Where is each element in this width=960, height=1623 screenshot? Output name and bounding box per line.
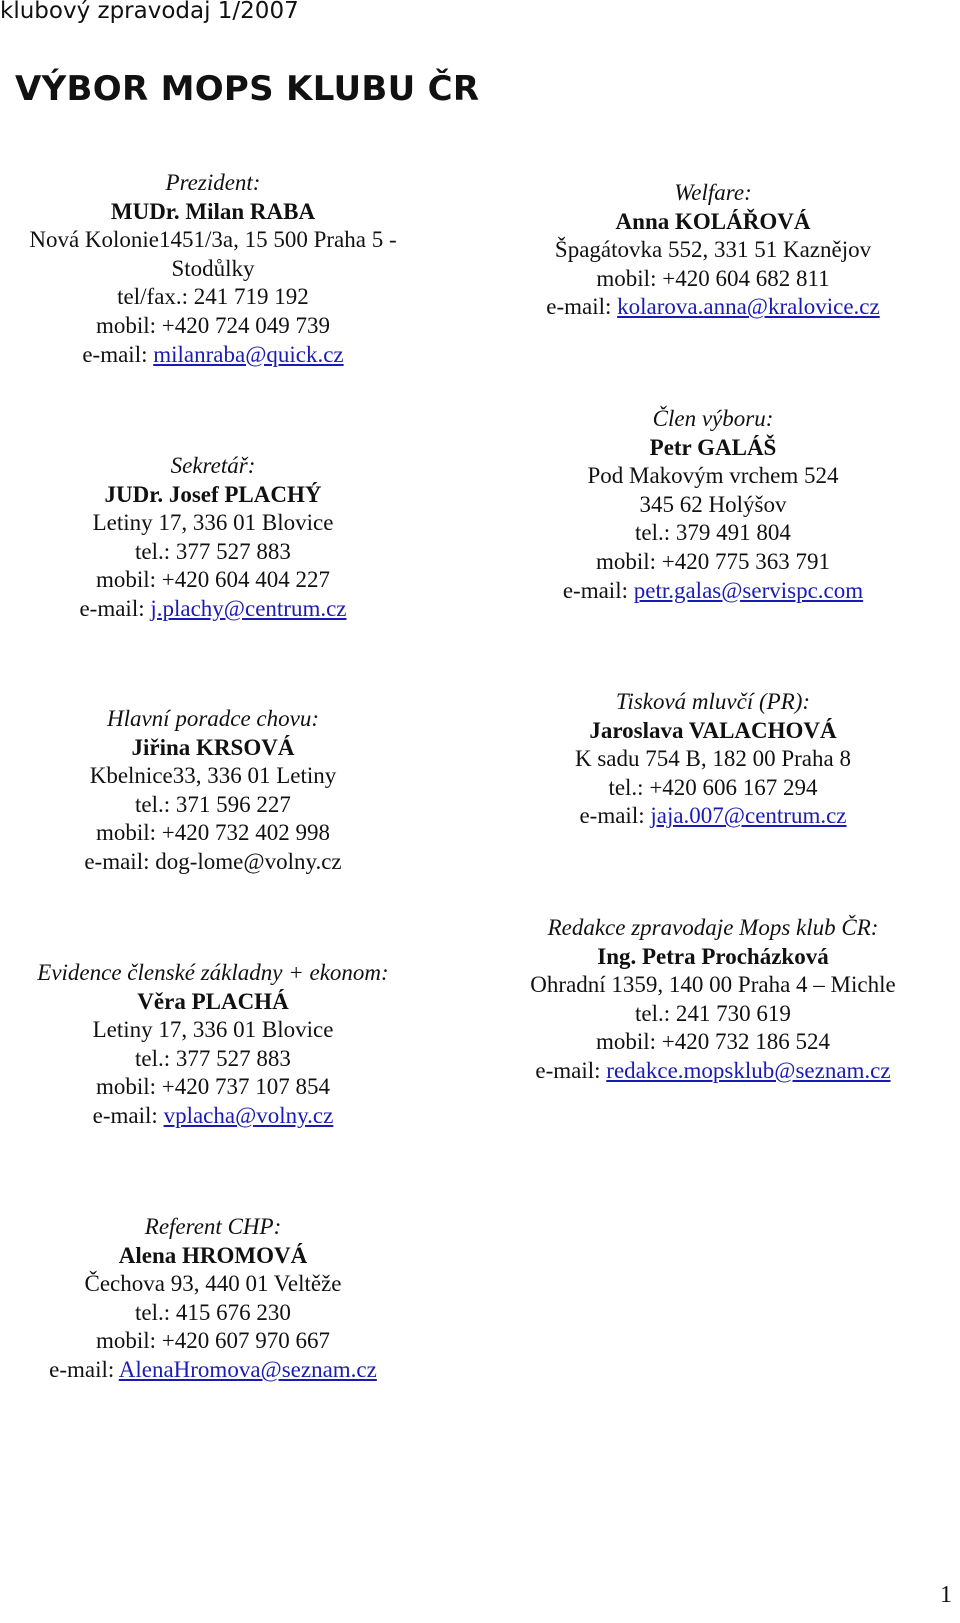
phone-line: tel.: 371 596 227 (135, 791, 291, 817)
email-line (483, 802, 943, 831)
phone-line: tel/fax.: 241 719 192 (117, 284, 309, 310)
address-line: Ohradní 1359, 140 00 Praha 4 – Michle (530, 972, 896, 998)
contact-breeding-advisor (0, 705, 443, 877)
mobile-line: mobil: +420 732 186 524 (595, 1029, 831, 1055)
phone-line: tel.: 377 527 883 (135, 1045, 291, 1071)
phone-line: tel.: 241 730 619 (635, 1000, 791, 1026)
address-line: Čechova 93, 440 01 Veltěže (84, 1271, 342, 1297)
email-link[interactable]: vplacha@volny.cz (163, 1102, 334, 1128)
phone-line: tel.: 377 527 883 (135, 538, 291, 564)
email-prefix: e-mail: (546, 294, 618, 320)
email-line (483, 577, 943, 606)
contact-committee-member (483, 405, 943, 605)
page-number: 1 (940, 1582, 952, 1608)
email-link[interactable]: AlenaHromova@seznam.cz (118, 1356, 377, 1382)
email-prefix: e-mail: (579, 803, 651, 829)
email-link[interactable]: redakce.mopsklub@seznam.cz (606, 1057, 891, 1083)
address-line: Stodůlky (171, 255, 255, 281)
role-label: Welfare: (674, 180, 752, 205)
contact-name: Jiřina KRSOVÁ (131, 734, 295, 760)
phone-line: tel.: 379 491 804 (635, 520, 791, 546)
mobile-line: mobil: +420 607 970 667 (95, 1328, 331, 1354)
contact-name: Ing. Petra Procházková (597, 943, 829, 969)
email-line (0, 848, 443, 877)
contact-president (0, 169, 443, 369)
contact-welfare (483, 179, 943, 322)
role-label: Sekretář: (170, 453, 256, 478)
role-label: Referent CHP: (144, 1214, 282, 1239)
address-line: Letiny 17, 336 01 Blovice (92, 510, 334, 536)
email-line (0, 1102, 443, 1131)
contact-name: Alena HROMOVÁ (118, 1242, 308, 1268)
email-prefix: e-mail: (562, 577, 634, 603)
contact-name: Věra PLACHÁ (137, 988, 289, 1014)
mobile-line: mobil: +420 604 682 811 (596, 265, 830, 291)
contact-name: MUDr. Milan RABA (110, 198, 316, 224)
email-prefix: e-mail: (84, 848, 156, 874)
contact-press (483, 688, 943, 831)
email-link[interactable]: j.plachy@centrum.cz (150, 595, 347, 621)
phone-line: tel.: +420 606 167 294 (608, 774, 818, 800)
newsletter-header: klubový zpravodaj 1/2007 (0, 0, 299, 24)
contact-name: JUDr. Josef PLACHÝ (104, 481, 322, 507)
address-line: 345 62 Holýšov (639, 491, 787, 517)
email-line (483, 293, 943, 322)
address-line: Kbelnice33, 336 01 Letiny (89, 763, 337, 789)
email-prefix: e-mail: (79, 595, 151, 621)
role-label: Tisková mluvčí (PR): (615, 689, 811, 714)
email-line (0, 595, 443, 624)
contact-name: Petr GALÁŠ (649, 434, 777, 460)
role-label: Evidence členské základny + ekonom: (37, 960, 389, 985)
email-prefix: e-mail: (82, 341, 154, 367)
mobile-line: mobil: +420 732 402 998 (95, 820, 331, 846)
contact-editorial (483, 914, 943, 1086)
address-line: Nová Kolonie1451/3a, 15 500 Praha 5 - (29, 227, 397, 253)
contact-secretary (0, 452, 443, 624)
email-line (0, 341, 443, 370)
role-label: Redakce zpravodaje Mops klub ČR: (547, 915, 879, 940)
address-line: Letiny 17, 336 01 Blovice (92, 1017, 334, 1043)
email-link[interactable]: petr.galas@servispc.com (633, 577, 864, 603)
contact-name: Anna KOLÁŘOVÁ (615, 208, 811, 234)
address-line: Pod Makovým vrchem 524 (587, 463, 839, 489)
email-prefix: e-mail: (535, 1057, 607, 1083)
address-line: Špagátovka 552, 331 51 Kaznějov (554, 237, 872, 263)
address-line: K sadu 754 B, 182 00 Praha 8 (575, 746, 851, 772)
mobile-line: mobil: +420 604 404 227 (95, 567, 331, 593)
email-line (0, 1356, 443, 1385)
mobile-line: mobil: +420 724 049 739 (95, 312, 331, 338)
email-text: dog-lome@volny.cz (155, 848, 342, 874)
role-label: Člen výboru: (652, 406, 774, 431)
email-link[interactable]: kolarova.anna@kralovice.cz (617, 294, 880, 320)
email-line (483, 1057, 943, 1086)
role-label: Prezident: (165, 170, 261, 195)
email-link[interactable]: jaja.007@centrum.cz (650, 803, 847, 829)
contact-chp-referent (0, 1213, 443, 1385)
email-link[interactable]: milanraba@quick.cz (153, 341, 344, 367)
role-label: Hlavní poradce chovu: (106, 706, 320, 731)
contact-name: Jaroslava VALACHOVÁ (589, 717, 837, 743)
mobile-line: mobil: +420 775 363 791 (595, 548, 831, 574)
phone-line: tel.: 415 676 230 (135, 1299, 291, 1325)
page-title: VÝBOR MOPS KLUBU ČR (15, 69, 480, 109)
contact-records (0, 959, 443, 1131)
email-prefix: e-mail: (49, 1356, 119, 1382)
mobile-line: mobil: +420 737 107 854 (95, 1074, 331, 1100)
email-prefix: e-mail: (92, 1102, 164, 1128)
